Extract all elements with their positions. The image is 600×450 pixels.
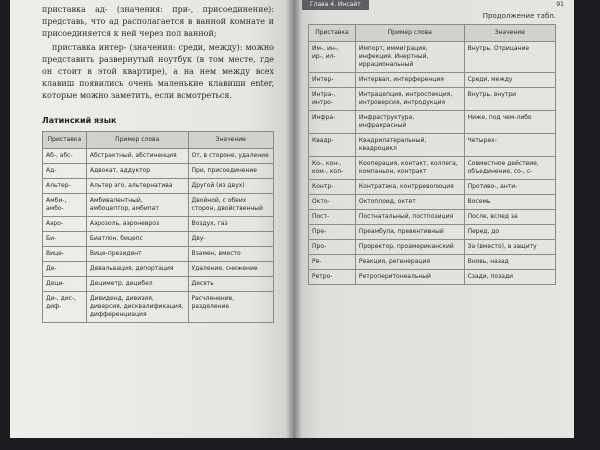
example-cell: Проректор, проамериканский	[355, 240, 464, 255]
prefix-cell: Им-, ин-, ир-, ил-	[309, 42, 356, 73]
example-cell: Контратака, контрреволюция	[355, 180, 464, 195]
table-row	[43, 194, 274, 217]
example-cell: Инфраструктура, инфракрасный	[355, 111, 464, 134]
table-row	[309, 195, 556, 210]
prefix-cell: Контр-	[309, 180, 356, 195]
prefix-cell: Ретро-	[309, 270, 356, 285]
prefix-cell: Альтер-	[43, 179, 87, 194]
right-page	[294, 0, 574, 438]
example-cell: Постнатальный, постпозиция	[355, 210, 464, 225]
prefix-cell: Вице-	[43, 247, 87, 262]
example-cell: Интрацепция, интроспекция, интроверсия, интродукция	[355, 88, 464, 111]
prefix-cell: Про-	[309, 240, 356, 255]
prefix-cell: Интер-	[309, 73, 356, 88]
meaning-cell: Сзади, позади	[464, 270, 555, 285]
example-cell: Вице-президент	[86, 247, 188, 262]
example-cell: Реакция, регенерация	[355, 255, 464, 270]
table-row	[309, 180, 556, 195]
left-page-content	[42, 0, 274, 323]
meaning-cell: Перед, до	[464, 225, 555, 240]
header-example: Пример слова	[86, 132, 188, 149]
prefix-cell: Би-	[43, 232, 87, 247]
example-cell: Девальвация, депортация	[86, 262, 188, 277]
meaning-cell: Десять	[188, 277, 274, 292]
example-cell: Адвокат, аддуктор	[86, 164, 188, 179]
table-row	[43, 164, 274, 179]
meaning-cell: Другой (из двух)	[188, 179, 274, 194]
prefix-cell: Пост-	[309, 210, 356, 225]
table-row	[309, 73, 556, 88]
header-meaning: Значение	[464, 25, 555, 42]
table-row	[43, 179, 274, 194]
prefix-cell: Амби-, амбо-	[43, 194, 87, 217]
table-row	[43, 149, 274, 164]
table-row	[309, 157, 556, 180]
meaning-cell: Вновь, назад	[464, 255, 555, 270]
example-cell: Биатлон, бицепс	[86, 232, 188, 247]
meaning-cell: Воздух, газ	[188, 217, 274, 232]
table-row	[309, 210, 556, 225]
meaning-cell: Внутрь. Отрицание	[464, 42, 555, 73]
prefix-cell: Аб-, абс-	[43, 149, 87, 164]
prefix-cell: Деци-	[43, 277, 87, 292]
right-page-content	[308, 0, 564, 285]
meaning-cell: Совместное действие, объединение, со-, с-	[464, 157, 555, 180]
table-continuation-label: Продолжение табл.	[482, 12, 556, 20]
table-row	[43, 277, 274, 292]
table-row	[43, 232, 274, 247]
table-header-row	[43, 132, 274, 149]
prefix-cell: Окто-	[309, 195, 356, 210]
paragraph-inter: приставка интер- (значения: среди, между): можно представить развернутый ноутбук (в том месте, где он стоит в этой квартире), а на нем между всех клавиш появились очень маленькие клавиши enter, которые можно заметить, если всмотреться.	[42, 43, 274, 100]
meaning-cell: Среди, между	[464, 73, 555, 88]
header-meaning: Значение	[188, 132, 274, 149]
example-cell: Интервал, интерференция	[355, 73, 464, 88]
meaning-cell: Взамен, вместо	[188, 247, 274, 262]
table-row	[309, 255, 556, 270]
prefix-cell: Квадр-	[309, 134, 356, 157]
book-spread	[10, 0, 578, 438]
meaning-cell: При, присоединение	[188, 164, 274, 179]
table-row	[309, 88, 556, 111]
prefix-cell: Интра-, интро-	[309, 88, 356, 111]
prefix-cell: Ад-	[43, 164, 87, 179]
meaning-cell: После, вслед за	[464, 210, 555, 225]
latin-prefix-table-continued	[308, 24, 556, 285]
prefix-cell: Ди-, дис-, диф-	[43, 292, 87, 323]
left-page	[10, 0, 294, 438]
prefix-cell: Аэро-	[43, 217, 87, 232]
example-cell: Дециметр, децибел	[86, 277, 188, 292]
table-row	[309, 225, 556, 240]
meaning-cell: Четырех-	[464, 134, 555, 157]
table-row	[309, 111, 556, 134]
table-row	[309, 42, 556, 73]
table-row	[43, 247, 274, 262]
example-cell: Дивиденд, дивизия, диверсия, дисквалификация, дифференциация	[86, 292, 188, 323]
meaning-cell: Противо-, анти-	[464, 180, 555, 195]
section-title-latin: Латинский язык	[42, 116, 117, 125]
prefix-cell: Инфра-	[309, 111, 356, 134]
example-cell: Квадрилатеральный, квадроцикл	[355, 134, 464, 157]
table-row	[309, 134, 556, 157]
meaning-cell: От, в стороне, удаление	[188, 149, 274, 164]
meaning-cell: Восемь	[464, 195, 555, 210]
example-cell: Альтер эго, альтернатива	[86, 179, 188, 194]
example-cell: Аэрозоль, аэроневроз	[86, 217, 188, 232]
table-row	[309, 240, 556, 255]
meaning-cell: Удаление, снижение	[188, 262, 274, 277]
prefix-cell: Ко-, кон-, ком-, кол-	[309, 157, 356, 180]
running-header	[308, 0, 564, 10]
example-cell: Кооперация, контакт, коллега, компаньон, контракт	[355, 157, 464, 180]
example-cell: Импорт, иммиграция, инфекция. Инертный, иррациональный	[355, 42, 464, 73]
chapter-tab: Глава 4. Инсайт	[302, 0, 369, 10]
prefix-cell: Ре-	[309, 255, 356, 270]
table-row	[43, 217, 274, 232]
page-number: 91	[556, 1, 564, 8]
meaning-cell: Дву-	[188, 232, 274, 247]
meaning-cell: Внутрь, внутри	[464, 88, 555, 111]
prefix-cell: Де-	[43, 262, 87, 277]
paragraph-ad: приставка ад- (значения: при-, присоединение): представь, что ад располагается в ванной комнате и присоединяется к ней через пол ванной;	[42, 5, 274, 38]
example-cell: Октоплоид, октет	[355, 195, 464, 210]
example-cell: Абстрактный, абстиненция	[86, 149, 188, 164]
meaning-cell: Ниже, под чем-либо	[464, 111, 555, 134]
header-prefix: Приставка	[43, 132, 87, 149]
example-cell: Ретроперитонеальный	[355, 270, 464, 285]
prefix-cell: Пре-	[309, 225, 356, 240]
example-cell: Преамбула, превентивный	[355, 225, 464, 240]
header-prefix: Приставка	[309, 25, 356, 42]
table-row	[43, 292, 274, 323]
header-example: Пример слова	[355, 25, 464, 42]
example-cell: Амбивалентный, амбоцептор, амбипат	[86, 194, 188, 217]
table-header-row	[309, 25, 556, 42]
meaning-cell: За (вместо), в защиту	[464, 240, 555, 255]
meaning-cell: Расчленение, разделение	[188, 292, 274, 323]
table-row	[309, 270, 556, 285]
table-row	[43, 262, 274, 277]
meaning-cell: Двойной, с обеих сторон, двойственный	[188, 194, 274, 217]
latin-prefix-table	[42, 131, 274, 323]
